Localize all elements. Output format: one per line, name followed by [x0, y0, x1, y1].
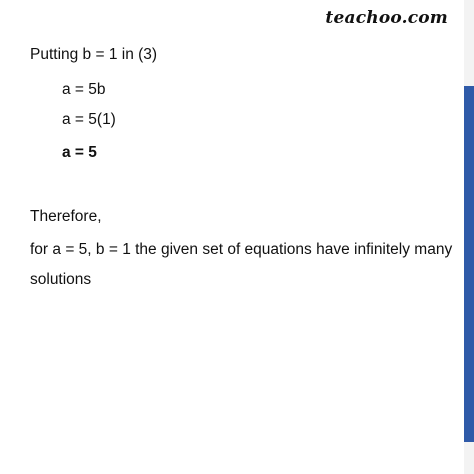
- conclusion-line-1: for a = 5, b = 1 the given set of equations have infinitely many: [30, 241, 453, 258]
- teachoo-logo: teachoo.com: [325, 8, 448, 28]
- equation-a-equals-5-of-1: a = 5(1): [62, 111, 116, 128]
- therefore-label: Therefore,: [30, 208, 102, 225]
- result-a-equals-5: a = 5: [62, 144, 97, 161]
- step-substitution-label: Putting b = 1 in (3): [30, 46, 158, 63]
- side-accent-bar: [464, 86, 474, 442]
- conclusion-line-2: solutions: [30, 271, 92, 288]
- equation-a-equals-5b: a = 5b: [62, 81, 106, 98]
